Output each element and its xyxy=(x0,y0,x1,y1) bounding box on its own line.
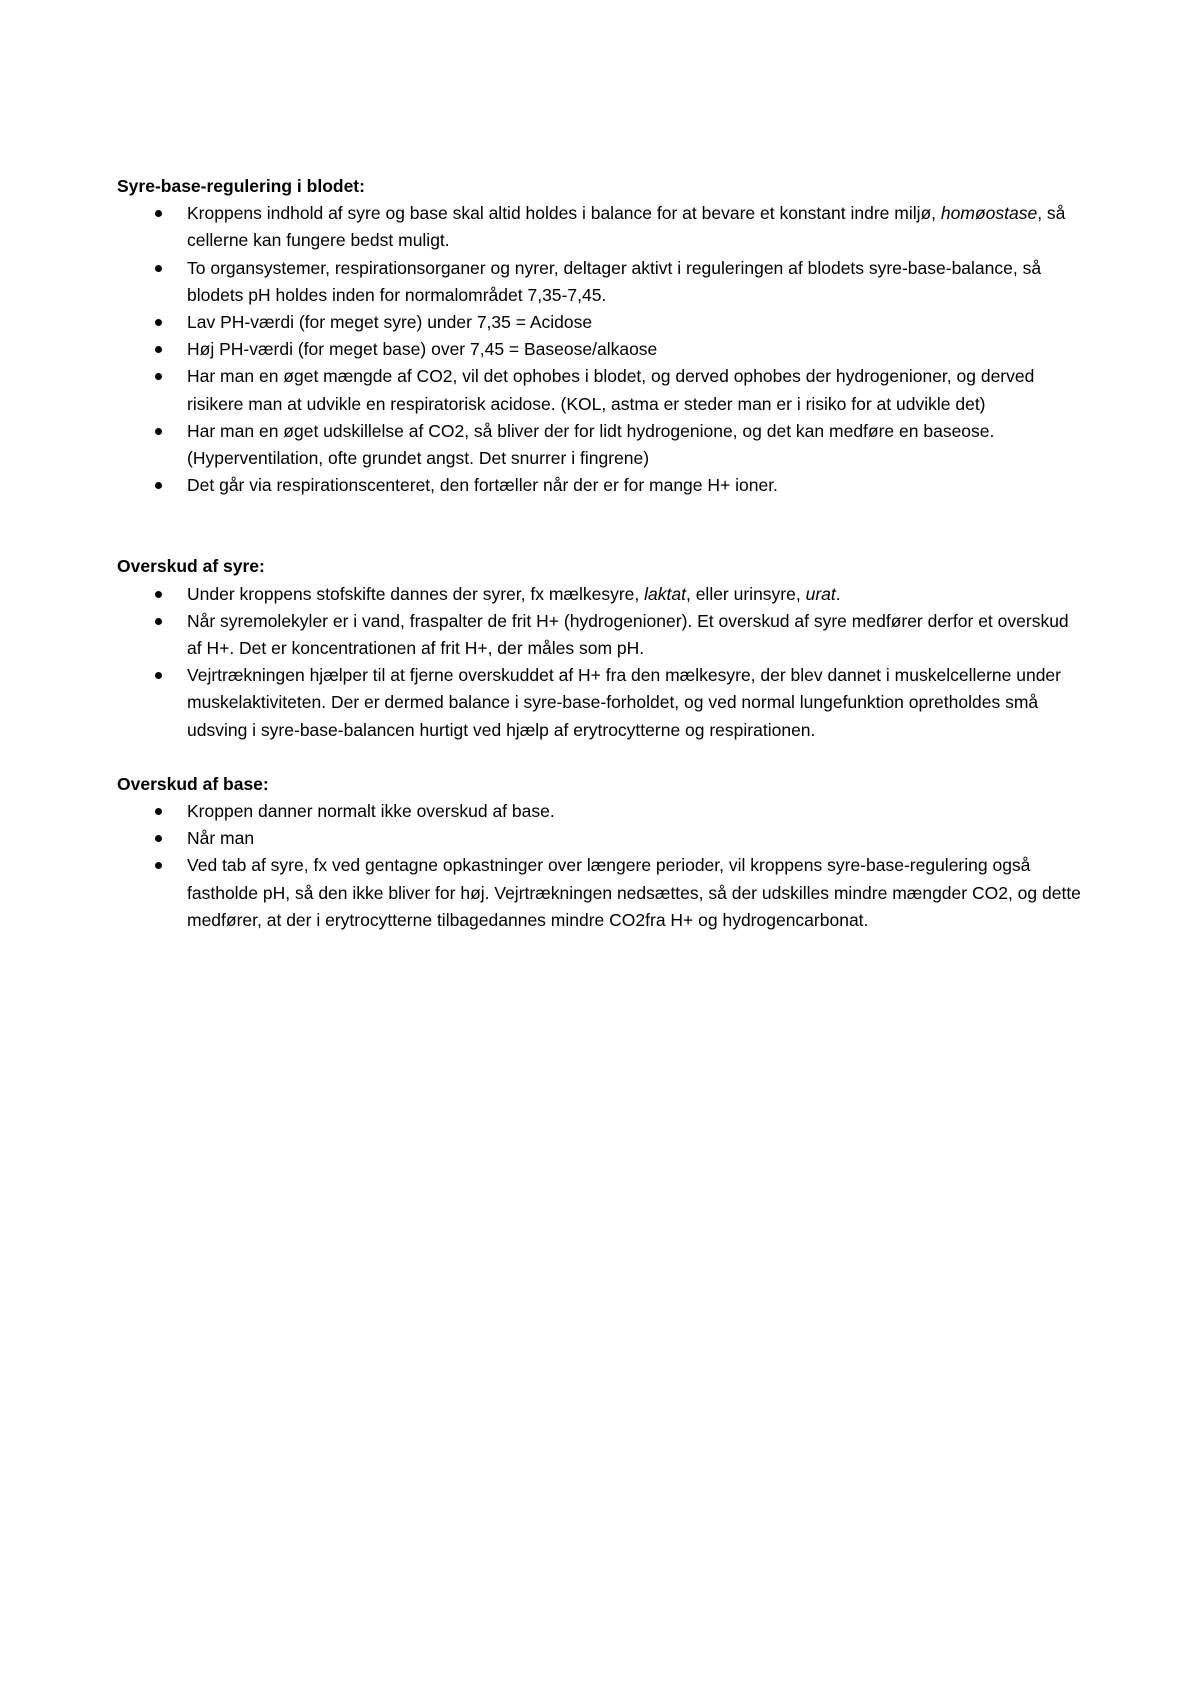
document-content xyxy=(117,173,1087,934)
item-text: Kroppen danner normalt ikke overskud af base. xyxy=(187,801,555,822)
list-item xyxy=(117,662,1087,744)
item-text: Har man en øget udskillelse af CO2, så bliver der for lidt hydrogenione, og det kan medføre en baseose. (Hyperventilation, ofte grundet angst. Det snurrer i fingrene) xyxy=(187,420,995,469)
item-text: Kroppens indhold af syre og base skal altid holdes i balance for at bevare et konstant indre miljø, xyxy=(187,203,941,224)
item-text: Når man xyxy=(187,828,255,849)
item-text-italic: laktat xyxy=(644,583,686,604)
bullet-icon xyxy=(155,672,162,679)
bullet-icon xyxy=(155,808,162,815)
item-text: Det går via respirationscenteret, den fortæller når der er for mange H+ ioner. xyxy=(187,475,778,496)
section-spacer xyxy=(117,744,1087,771)
bullet-icon xyxy=(155,618,162,625)
list-item xyxy=(117,825,1087,852)
list-item xyxy=(117,581,1087,608)
list-item xyxy=(117,608,1087,662)
bullet-icon xyxy=(155,482,162,489)
bullet-icon xyxy=(155,346,162,353)
item-text: , så cellerne kan fungere bedst muligt. xyxy=(187,203,1066,251)
bullet-icon xyxy=(155,591,162,598)
item-text: To organsystemer, respirationsorganer og nyrer, deltager aktivt i reguleringen af blodets syre-base-balance, så blodets pH holdes inden for normalområdet 7,35-7,45. xyxy=(187,257,1042,305)
list-item xyxy=(117,363,1087,417)
bullet-list xyxy=(117,200,1087,499)
bullet-icon xyxy=(155,428,162,435)
bullet-icon xyxy=(155,319,162,326)
list-item xyxy=(117,255,1087,309)
item-text: Når syremolekyler er i vand, fraspalter de frit H+ (hydrogenioner). Et overskud af syre medfører derfor et overskud af H+. Det er koncentrationen af frit H+, der måles som pH. xyxy=(187,610,1069,659)
item-text: Vejrtrækningen hjælper til at fjerne overskuddet af H+ fra den mælkesyre, der blev dannet i muskelcellerne under muskelaktiviteten. Der er dermed balance i syre-base-forholdet, og ved normal lungefunktion opretholdes små udsving i syre-base-balancen hurtigt ved hjælp af erytrocytterne og respirationen. xyxy=(187,665,1061,740)
item-text: Lav PH-værdi (for meget syre) under 7,35 = Acidose xyxy=(187,312,593,333)
item-text: . xyxy=(835,583,841,604)
bullet-list xyxy=(117,798,1087,934)
bullet-icon xyxy=(155,862,162,869)
list-item xyxy=(117,798,1087,825)
item-text: Høj PH-værdi (for meget base) over 7,45 = Baseose/alkaose xyxy=(187,339,658,360)
list-item xyxy=(117,472,1087,499)
section-heading: Overskud af syre: xyxy=(117,556,265,577)
list-item xyxy=(117,309,1087,336)
section-syre-base-regulering xyxy=(117,173,1087,499)
item-text-italic: urat xyxy=(805,583,836,604)
section-heading: Overskud af base: xyxy=(117,773,269,794)
item-text-italic: homøostase xyxy=(940,203,1038,224)
bullet-icon xyxy=(155,373,162,380)
bullet-icon xyxy=(155,835,162,842)
bullet-list xyxy=(117,581,1087,744)
bullet-icon xyxy=(155,210,162,217)
list-item xyxy=(117,200,1087,254)
section-heading: Syre-base-regulering i blodet: xyxy=(117,176,365,196)
item-text: Under kroppens stofskifte dannes der syrer, fx mælkesyre, xyxy=(187,583,645,604)
section-overskud-af-base xyxy=(117,771,1087,934)
list-item xyxy=(117,418,1087,472)
bullet-icon xyxy=(155,265,162,272)
item-text: Har man en øget mængde af CO2, vil det ophobes i blodet, og derved ophobes der hydrogenioner, og derved risikere man at udvikle en respiratorisk acidose. (KOL, astma er steder man er i risiko for at udvikle det) xyxy=(187,366,1035,414)
item-text: , eller urinsyre, xyxy=(685,583,806,604)
list-item xyxy=(117,336,1087,363)
item-text: Ved tab af syre, fx ved gentagne opkastninger over længere perioder, vil kroppens syre-base-regulering også fastholde pH, så den ikke bliver for høj. Vejrtrækningen nedsættes, så der udskilles mindre mængder CO2, og dette medfører, at der i erytrocytterne tilbagedannes mindre CO2fra H+ og hydrogencarbonat. xyxy=(187,855,1081,930)
list-item xyxy=(117,852,1087,934)
section-spacer xyxy=(117,499,1087,553)
section-overskud-af-syre xyxy=(117,553,1087,743)
